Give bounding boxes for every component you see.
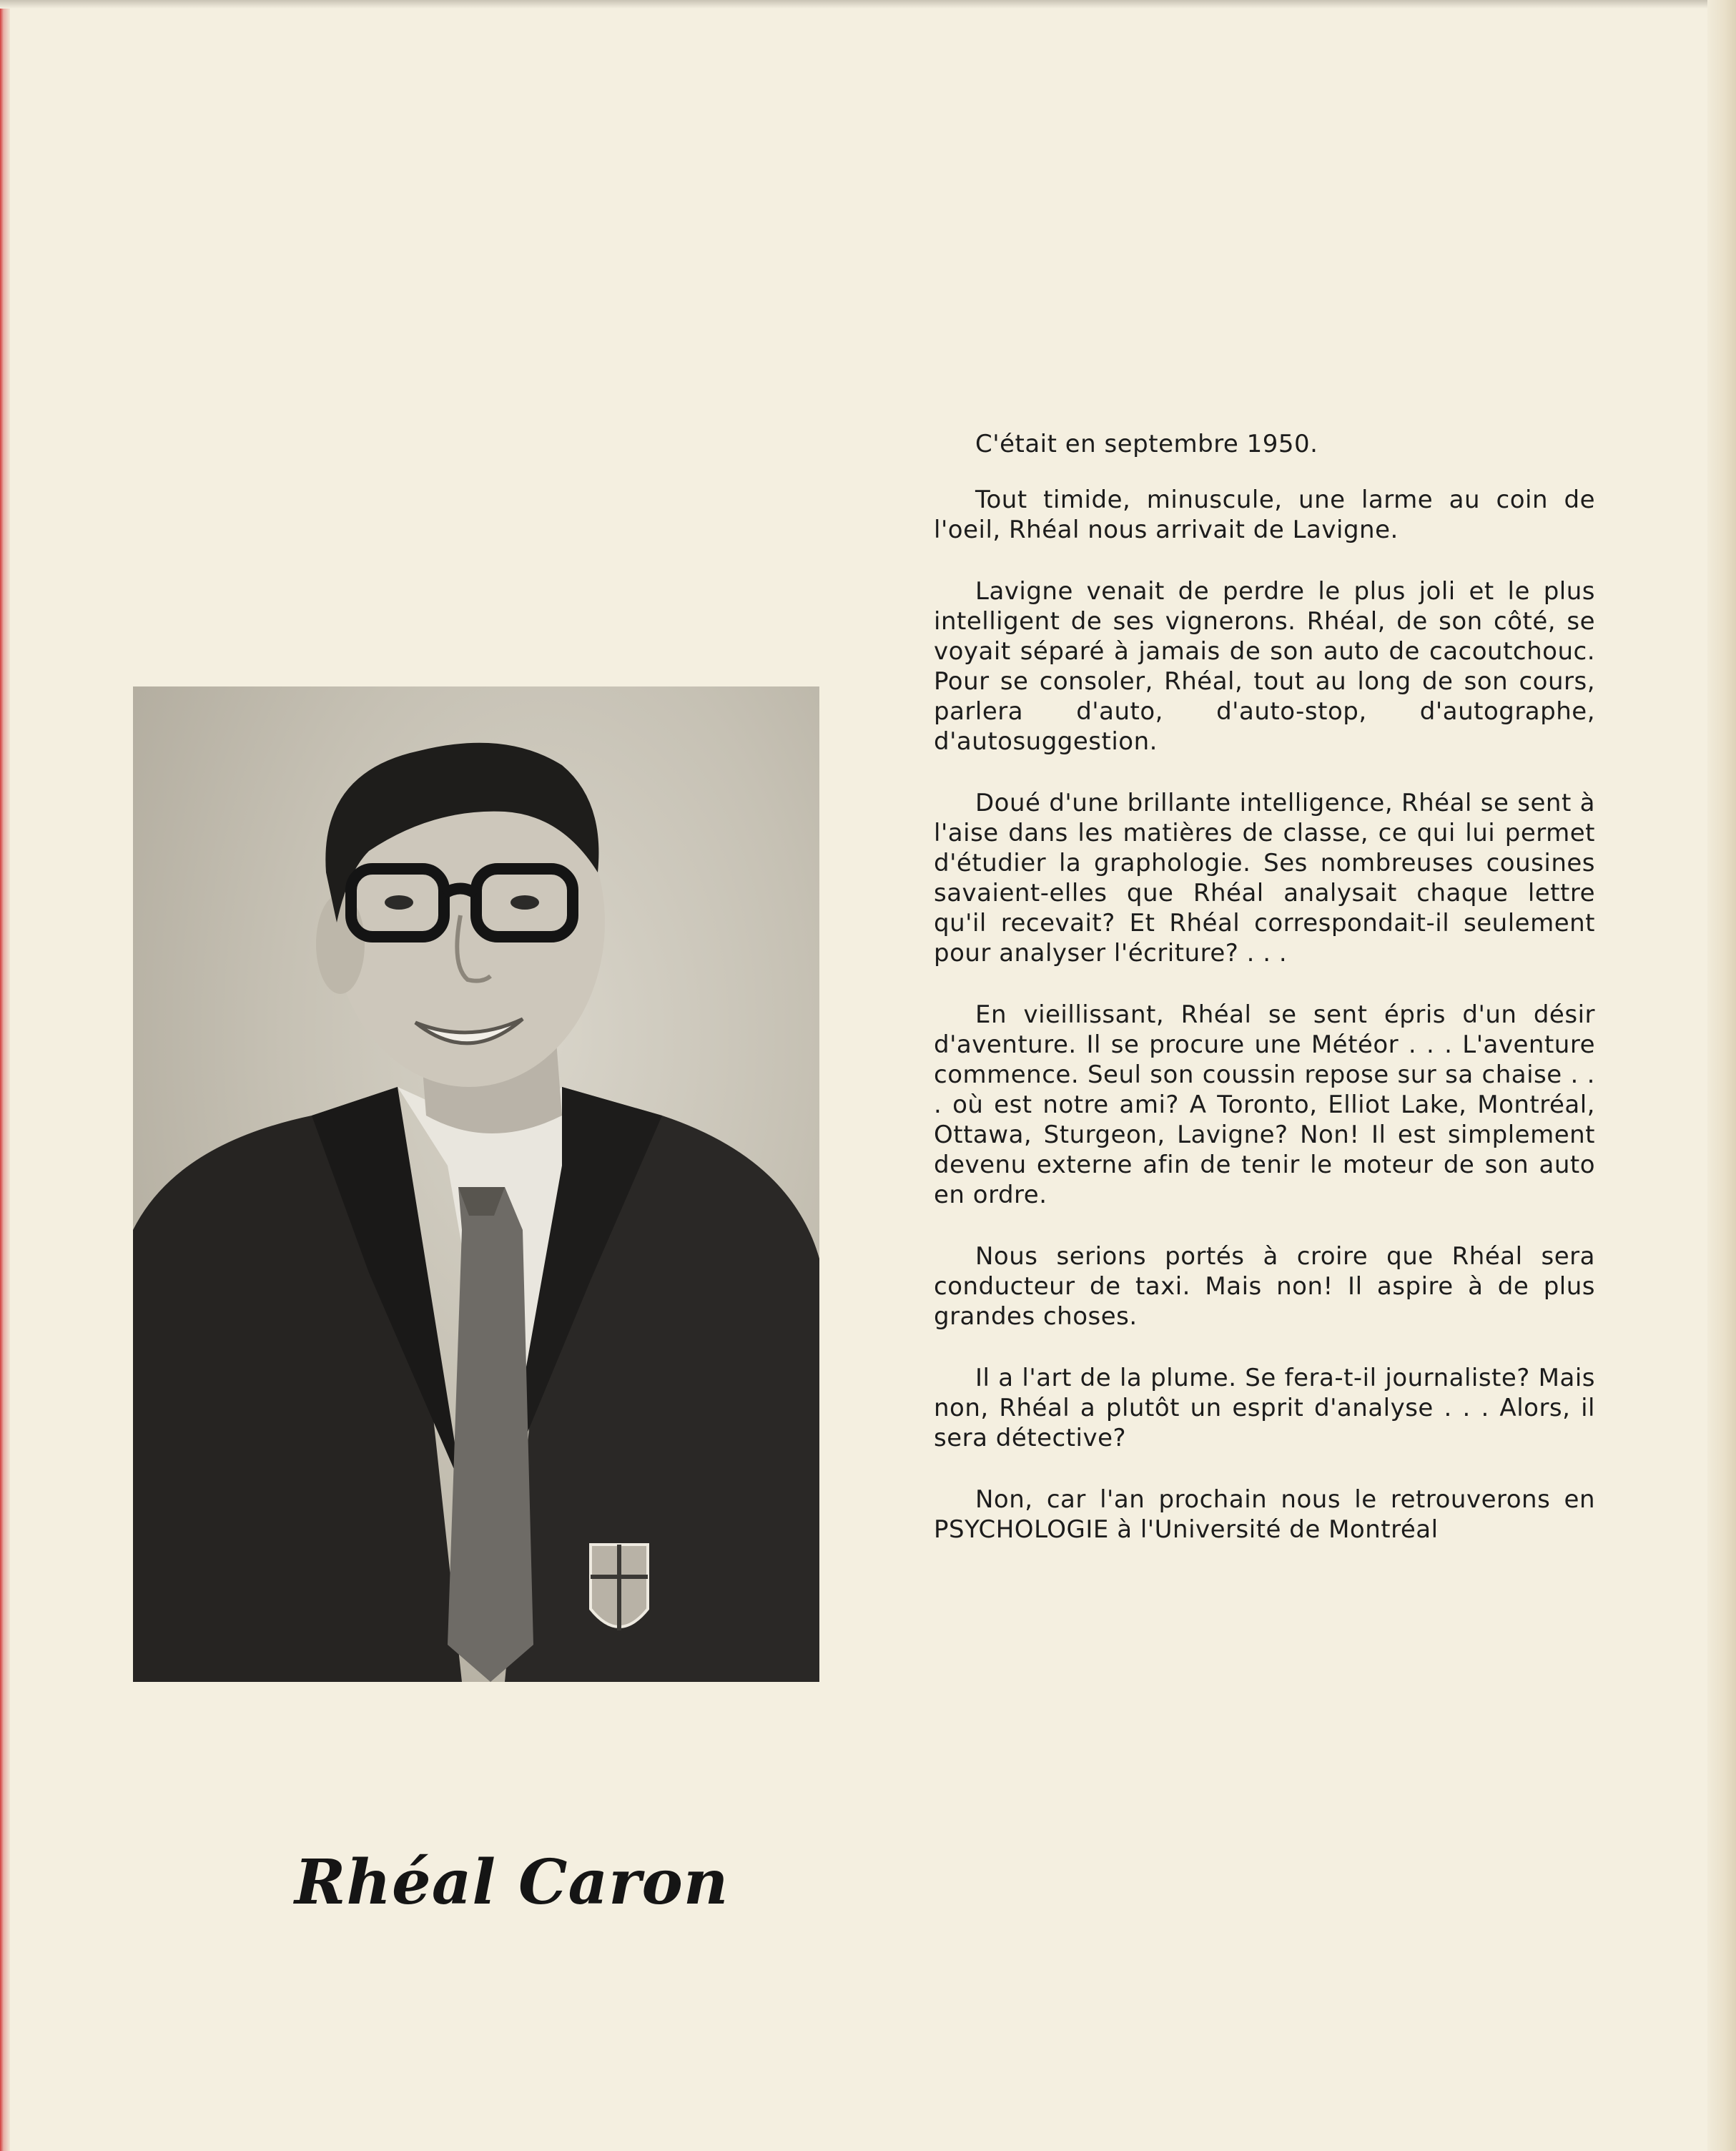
portrait-photo (133, 686, 819, 1682)
paragraph-psychology: Non, car l'an prochain nous le retrouverons en PSYCHOLOGIE à l'Université de Montréal (934, 1485, 1595, 1544)
page-left-edge (0, 0, 10, 2151)
paragraph-intelligence: Doué d'une brillante intelligence, Rhéal se sent à l'aise dans les matières de classe, ce qui lui permet d'étudier la graphologie. Ses nombreuses cousines savaient-elles que Rhéal analysait chaque lettre qu'il recevait? Et Rhéal correspondait-il seulement pour analyser l'écriture? . . . (934, 789, 1595, 968)
paragraph-lavigne: Lavigne venait de perdre le plus joli et le plus intelligent de ses vignerons. Rhéal, de son côté, se voyait séparé à jamais de son auto de cacoutchouc. Pour se consoler, Rhéal, tout au long de son cours, parlera d'auto, d'auto-stop, d'autographe, d'autosuggestion. (934, 577, 1595, 756)
biography-text (934, 429, 1595, 1576)
paragraph-journalist: Il a l'art de la plume. Se fera-t-il journaliste? Mais non, Rhéal a plutôt un esprit d'analyse . . . Alors, il sera détective? (934, 1364, 1595, 1452)
paragraph-intro: C'était en septembre 1950. (975, 430, 1318, 458)
paragraph-arrival: Tout timide, minuscule, une larme au coin de l'oeil, Rhéal nous arrivait de Lavigne. (934, 486, 1595, 544)
paragraph-taxi: Nous serions portés à croire que Rhéal sera conducteur de taxi. Mais non! Il aspire à de plus grandes choses. (934, 1242, 1595, 1331)
paragraph-adventure: En vieillissant, Rhéal se sent épris d'un désir d'aventure. Il se procure une Météor . . . L'aventure commence. Seul son coussin repose sur sa chaise . . . où est notre ami? A Toronto, Elliot Lake, Montréal, Ottawa, Sturgeon, Lavigne? Non! Il est simplement devenu externe afin de tenir le moteur de son auto en ordre. (934, 1000, 1595, 1209)
name-signature: Rhéal Caron (295, 1846, 729, 1919)
portrait-illustration (133, 686, 819, 1682)
page-top-edge (0, 0, 1736, 9)
page-right-edge (1707, 0, 1736, 2151)
